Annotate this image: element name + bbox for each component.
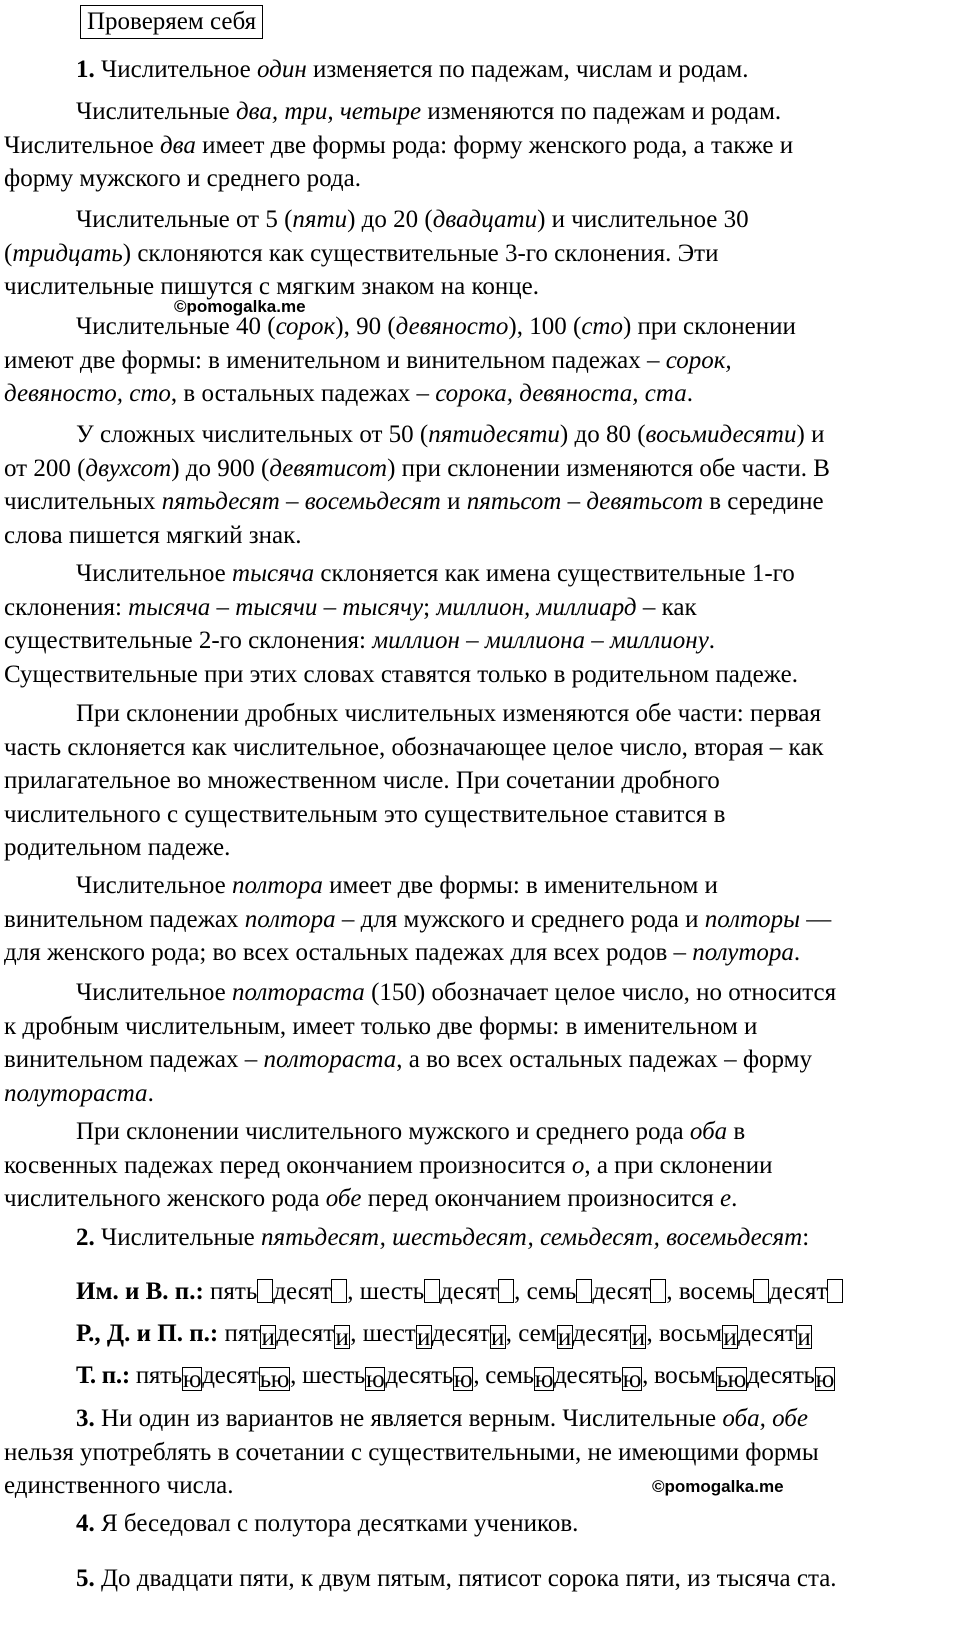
paragraph-fractions: При склонении дробных числительных изменяются обе части: первая часть склоняется как числительное, обозначающее целое число, вторая – как прилагательное во множественном числе. При сочетании дробного числительного с существительным это существительное ставится в родительном падеже.: [4, 700, 824, 862]
empty-ending-box: [576, 1279, 592, 1303]
answer-number: 2.: [76, 1224, 95, 1251]
watermark: ©pomogalka.me: [652, 1477, 784, 1496]
answer-number: 5.: [76, 1565, 95, 1592]
answer-number: 4.: [76, 1510, 95, 1537]
ending-box: и: [557, 1324, 572, 1351]
empty-ending-box: [827, 1279, 843, 1303]
ending-box: и: [335, 1324, 349, 1351]
answer-2: 2. Числительные пятьдесят, шестьдесят, семьдесят, восемьдесят:: [76, 1224, 810, 1251]
empty-ending-box: [424, 1279, 440, 1303]
ending-box: ю: [365, 1366, 385, 1393]
ending-box: ю: [453, 1366, 473, 1393]
ending-box: и: [723, 1324, 737, 1351]
empty-ending-box: [498, 1279, 514, 1303]
ending-box: и: [631, 1324, 646, 1351]
ending-box: ью: [716, 1366, 747, 1393]
paragraph-tysyacha: Числительное тысяча склоняется как имена существительные 1-го склонения: тысяча – тысячи – тысячу; миллион, миллиард – как существительные 2-го склонения: миллион – миллиона – миллиону. Существительные при этих словах ставятся только в родительном падеже.: [4, 560, 798, 688]
ending-box: ю: [622, 1366, 642, 1393]
empty-ending-box: [753, 1279, 769, 1303]
morpheme-row-nominative: Им. и В. п.: пять десят , шесть десят , семь десят , восемь десят: [4, 1275, 960, 1309]
paragraph-poltora: Числительное полтора имеет две формы: в именительном и винительном падежах полтора – для мужского и среднего рода и полторы — для женского рода; во всех остальных падежах для всех родов – полутора.: [4, 872, 832, 967]
ending-box: ью: [259, 1366, 290, 1393]
paragraph-5-20-30: Числительные от 5 (пяти) до 20 (двадцати) и числительное 30 (тридцать) склоняются как существительные 3-го склонения. Эти числительные пишутся с мягким знаком на конце.: [4, 206, 749, 301]
paragraph-dva-tri-chetyre: Числительные два, три, четыре изменяются по падежам и родам. Числительное два имеет две формы рода: форму женского рода, а также и форму мужского и среднего рода.: [4, 98, 794, 193]
ending-box: и: [490, 1324, 505, 1351]
answer-number: 1.: [76, 56, 95, 83]
ending-box: ю: [815, 1366, 834, 1393]
empty-ending-box: [331, 1279, 347, 1303]
ending-box: и: [261, 1324, 275, 1351]
answer-5: 5. До двадцати пяти, к двум пятым, пятисот сорока пяти, из тысяча ста.: [76, 1565, 837, 1592]
answer-4: 4. Я беседовал с полутора десятками учеников.: [76, 1510, 579, 1537]
answer-1: 1. Числительное один изменяется по падежам, числам и родам.: [76, 56, 749, 83]
morpheme-row-instrumental: Т. п.: пятьюдесятью, шестьюдесятью, семьюдесятью, восьмьюдесятью: [76, 1362, 834, 1393]
paragraph-poltorasta: Числительное полтораста (150) обозначает целое число, но относится к дробным числительным, имеет только две формы: в именительном и винительном падежах – полтораста, а во всех остальных падежах – форму полутораста.: [4, 979, 837, 1107]
empty-ending-box: [257, 1279, 273, 1303]
paragraph-oba-obe: При склонении числительного мужского и среднего рода оба в косвенных падежах перед окончанием произносится о, а при склонении числительного женского рода обе перед окончанием произносится е.: [4, 1118, 773, 1213]
ending-box: ю: [534, 1366, 554, 1393]
morpheme-row-genitive: Р., Д. и П. п.: пятидесяти, шестидесяти, семидесяти, восьмидесяти: [76, 1320, 811, 1351]
answer-number: 3.: [76, 1405, 95, 1432]
paragraph-compound-numerals: У сложных числительных от 50 (пятидесяти) до 80 (восьмидесяти) и от 200 (двухсот) до 900 (девятисот) при склонении изменяются обе части. В числительных пятьдесят – восемьдесят и пятьсот – девятьсот в середине слова пишется мягкий знак.: [4, 421, 830, 549]
ending-box: ю: [182, 1366, 202, 1393]
ending-box: и: [417, 1324, 431, 1351]
answer-3: 3. Ни один из вариантов не является верным. Числительные оба, обе нельзя употреблять в сочетании с существительными, не имеющими формы единственного числа.: [4, 1405, 819, 1500]
watermark: ©pomogalka.me: [174, 297, 306, 316]
empty-ending-box: [650, 1279, 666, 1303]
ending-box: и: [797, 1324, 811, 1351]
paragraph-40-90-100: Числительные 40 (сорок), 90 (девяносто), 100 (сто) при склонении имеют две формы: в именительном и винительном падежах – сорок, девяносто, сто, в остальных падежах – сорока, девяноста, ста.: [4, 313, 796, 408]
section-title: Проверяем себя: [80, 5, 263, 39]
